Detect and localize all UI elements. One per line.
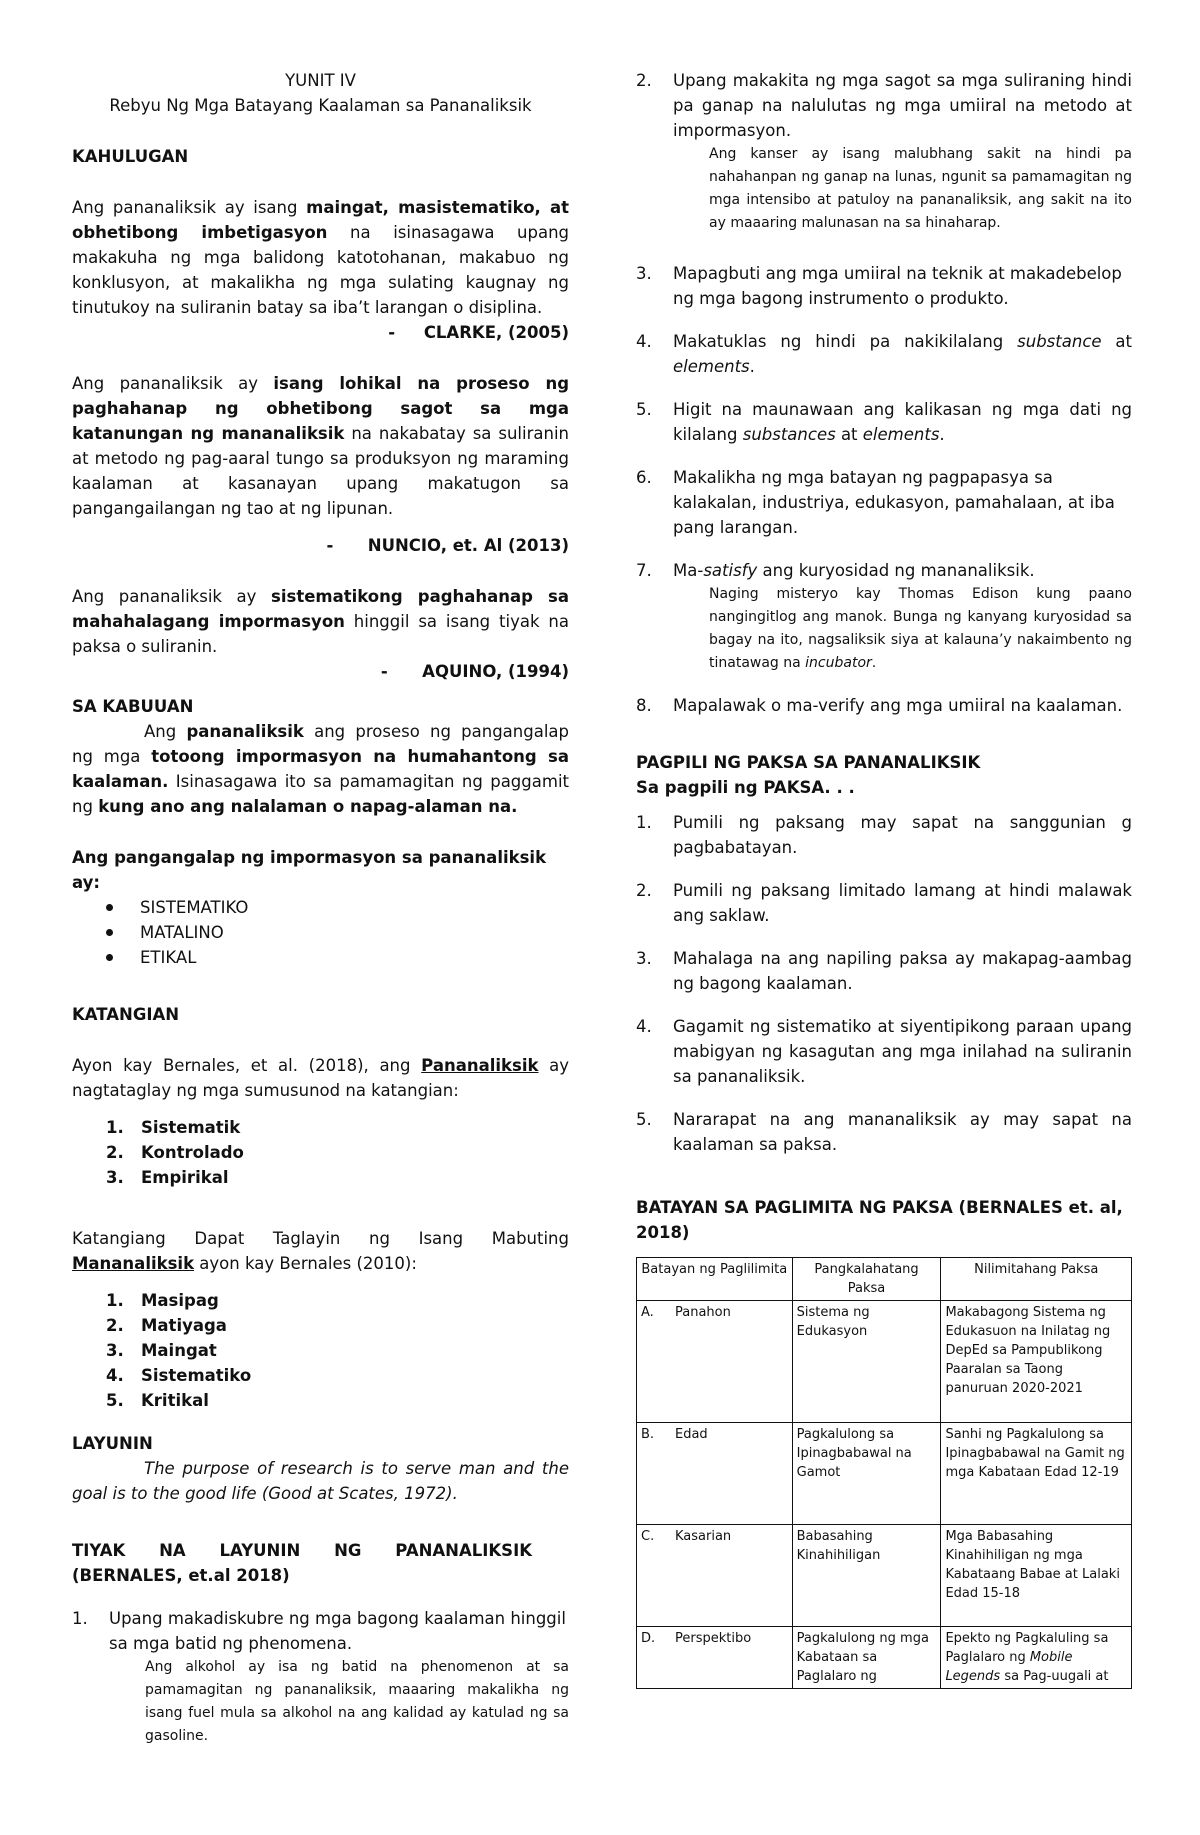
item5-d: elements — [862, 425, 940, 444]
def2-text-c: na nakabatay sa suliranin at metodo ng pag-aaral tungo sa produksyon ng maraming kaalaman at kasanayan upang makatugon sa pangangailangan ng tao at ng lipunan. — [72, 424, 569, 518]
layunin-item-3 — [636, 261, 1132, 311]
list-item — [72, 1313, 569, 1338]
list-item-text: Sistematiko — [141, 1366, 252, 1385]
unit-title: YUNIT IV — [285, 71, 356, 90]
item7-a: Ma- — [673, 561, 704, 580]
layunin-item-body — [673, 693, 1132, 718]
list-number: 1. — [636, 813, 652, 832]
list-item-text: Sistematik — [141, 1118, 241, 1137]
kahulugan-heading: KAHULUGAN — [72, 147, 189, 166]
list-number: 4. — [106, 1366, 124, 1385]
pagpili-item-text: Nararapat na ang mananaliksik ay may sapat na kaalaman sa paksa. — [673, 1110, 1132, 1154]
table-cell: Mga Babasahing Kinahihiligan ng mga Kabataang Babae at Lalaki Edad 15-18 — [941, 1525, 1132, 1627]
citation-nuncio: - NUNCIO, et. Al (2013) — [326, 536, 569, 555]
list-number: 5. — [106, 1391, 124, 1410]
list-item — [72, 1288, 569, 1313]
bullet-icon — [72, 920, 140, 945]
list-item — [72, 1388, 569, 1413]
layunin-item-5 — [636, 397, 1132, 447]
list-item — [72, 920, 569, 945]
layunin-item-body — [673, 261, 1132, 311]
def3-text-bold: sistematikong paghahanap sa mahahalagang impormasyon — [72, 587, 570, 631]
mananaliksik-a: Katangiang Dapat Taglayin ng Isang Mabuting — [72, 1229, 569, 1248]
row-limited-a: Epekto ng Pagkaluling sa Paglalaro ng — [945, 1631, 1109, 1665]
table-cell — [637, 1627, 793, 1689]
layunin-item-text: Makalikha ng mga batayan ng pagpapasya sa kalakalan, industriya, edukasyon, pamahalaan, at iba pang larangan. — [673, 468, 1115, 537]
layunin-item-text: Mapalawak o ma-verify ang mga umiiral na kaalaman. — [673, 696, 1123, 715]
table-cell: Makabagong Sistema ng Edukasuon na Inilatag ng DepEd sa Pampublikong Paaralan sa Taong panuruan 2020-2021 — [941, 1301, 1132, 1423]
pagpili-heading: PAGPILI NG PAKSA SA PANANALIKSIK — [636, 753, 981, 772]
list-item-text: SISTEMATIKO — [140, 898, 249, 917]
sa-kabuuan-paragraph — [72, 719, 569, 819]
list-item-text: Kritikal — [141, 1391, 209, 1410]
table-cell — [941, 1627, 1132, 1689]
column-header: Batayan ng Paglilimita — [637, 1258, 793, 1301]
row-basis: Perspektibo — [675, 1631, 752, 1646]
katangian-intro-a: Ayon kay Bernales, et al. (2018), ang — [72, 1056, 422, 1075]
def3-text-c: hinggil sa isang tiyak na paksa o suliranin. — [72, 612, 569, 656]
layunin-item-8 — [636, 693, 1132, 718]
layunin-heading: LAYUNIN — [72, 1434, 153, 1453]
item7-b: satisfy — [703, 561, 758, 580]
layunin-item-body — [673, 68, 1132, 235]
kabuuan-t3: ang proseso ng pangangalap ng mga — [72, 722, 569, 766]
kabuuan-t1: Ang — [144, 722, 187, 741]
table-header-row — [637, 1258, 1132, 1301]
citation-clarke: - CLARKE, (2005) — [388, 323, 569, 342]
pagpili-item-2 — [636, 878, 1132, 928]
bullet-icon — [72, 945, 140, 970]
item7-example-b: incubator — [805, 655, 872, 671]
tiyak-layunin-heading: TIYAK NA LAYUNIN NG PANANALIKSIK — [72, 1541, 532, 1560]
list-number: 8. — [636, 696, 652, 715]
table-row — [637, 1423, 1132, 1525]
pagpili-item-4 — [636, 1014, 1132, 1089]
list-item-text: MATALINO — [140, 923, 224, 942]
pagpili-item-text: Gagamit ng sistematiko at siyentipikong paraan upang mabigyan ng kasagutan ang mga inilahad na suliranin sa pananaliksik. — [673, 1017, 1132, 1086]
katangian-intro-b: Pananaliksik — [421, 1056, 539, 1075]
list-number: 3. — [636, 264, 652, 283]
row-limited-b: Mobile Legends — [945, 1650, 1073, 1684]
table-cell: Sanhi ng Pagkalulong sa Ipinagbabawal na Gamit ng mga Kabataan Edad 12-19 — [941, 1423, 1132, 1525]
list-number: 5. — [636, 400, 652, 419]
list-item-text: Kontrolado — [141, 1143, 244, 1162]
layunin-item-text — [673, 329, 1132, 379]
document-subtitle: Rebyu Ng Mga Batayang Kaalaman sa Pananaliksik — [109, 96, 532, 115]
row-letter: C. — [641, 1529, 655, 1544]
list-item — [72, 1140, 569, 1165]
table-cell: Sistema ng Edukasyon — [792, 1301, 941, 1423]
layunin-item-body — [673, 558, 1132, 675]
list-number: 3. — [636, 949, 652, 968]
list-item — [72, 1165, 569, 1190]
table-cell — [637, 1525, 793, 1627]
table-row — [637, 1301, 1132, 1423]
list-number: 2. — [106, 1316, 124, 1335]
list-number: 1. — [106, 1118, 124, 1137]
list-item — [72, 1115, 569, 1140]
citation-clarke-text: CLARKE, (2005) — [423, 323, 569, 342]
pagpili-item-text: Pumili ng paksang limitado lamang at hindi malawak ang saklaw. — [673, 881, 1132, 925]
def2-text-bold: isang lohikal na proseso ng paghahanap ng obhetibong sagot sa mga katanungan ng mananaliksik — [72, 374, 569, 443]
citation-nuncio-text: NUNCIO, et. Al (2013) — [367, 536, 569, 555]
table-cell: Babasahing Kinahihiligan — [792, 1525, 941, 1627]
list-item-text: Matiyaga — [141, 1316, 227, 1335]
traits-list — [72, 1288, 569, 1413]
layunin-item-body — [673, 397, 1132, 447]
left-column — [72, 68, 569, 1748]
pagpili-subheading: Sa pagpili ng PAKSA. . . — [636, 778, 855, 797]
layunin-example: Ang alkohol ay isa ng batid na phenomenon at sa pamamagitan ng pananaliksik, maaaring makalikha ng isang fuel mula sa alkohol na ang kalidad ay katulad ng sa gasoline. — [145, 1659, 569, 1744]
layunin-item-6 — [636, 465, 1132, 540]
item5-c: at — [835, 425, 863, 444]
citation-aquino: - AQUINO, (1994) — [380, 662, 569, 681]
row-basis: Panahon — [675, 1305, 731, 1320]
katangian-intro — [72, 1053, 569, 1103]
list-number: 2. — [106, 1143, 124, 1162]
layunin-item-text: Upang makakita ng mga sagot sa mga suliraning hindi pa ganap na nalulutas ng mga umiiral na metodo at impormasyon. — [673, 71, 1132, 140]
definition-3 — [72, 584, 569, 659]
table-cell — [637, 1301, 793, 1423]
item4-a: Makatuklas ng hindi pa nakikilalang — [673, 332, 1018, 351]
item5-e: . — [939, 425, 945, 444]
table-row — [637, 1627, 1132, 1689]
mananaliksik-b: Mananaliksik — [72, 1254, 195, 1273]
layunin-item-body — [109, 1606, 569, 1748]
list-number: 4. — [636, 332, 652, 351]
list-number: 1. — [106, 1291, 124, 1310]
list-number: 5. — [636, 1110, 652, 1129]
list-item — [72, 1363, 569, 1388]
layunin-item-text — [673, 397, 1132, 447]
def1-text-bold: maingat, masistematiko, at obhetibong imbetigasyon — [72, 198, 569, 242]
sa-kabuuan-heading: SA KABUUAN — [72, 697, 194, 716]
list-item — [72, 945, 569, 970]
layunin-item-text: Upang makadiskubre ng mga bagong kaalaman hinggil sa mga batid ng phenomena. — [109, 1609, 566, 1653]
row-limited-c: sa Pag-uugali at — [1000, 1669, 1109, 1684]
table-row — [637, 1525, 1132, 1627]
katangian-list — [72, 1115, 569, 1190]
list-item-text: ETIKAL — [140, 948, 197, 967]
item4-e: . — [749, 357, 755, 376]
item5-b: substances — [742, 425, 836, 444]
layunin-item-1 — [72, 1606, 569, 1748]
list-item-text: Empirikal — [141, 1168, 229, 1187]
pagpili-item-5 — [636, 1107, 1132, 1157]
kabuuan-t5: Isinasagawa ito sa pamamagitan ng paggamit ng — [72, 772, 569, 816]
pagpili-item-text: Pumili ng paksang may sapat na sanggunian g pagbabatayan. — [673, 813, 1132, 857]
kabuuan-t6: kung ano ang nalalaman o napag-alaman na. — [98, 797, 518, 816]
layunin-example: Ang kanser ay isang malubhang sakit na hindi pa nahahanpan ng ganap na lunas, ngunit sa pamamagitan ng mga intensibo at patuloy na pananaliksik, ang sakit na ito ay maaaring malunasan na sa hinaharap. — [709, 146, 1132, 231]
pangangalap-list — [72, 895, 569, 970]
item7-example-a: Naging misteryo kay Thomas Edison kung paano nangingitlog ang manok. Bunga ng kanyang kuryosidad sa bagay na ito, nagsaliksik siya at kalauna’y nakaimbento ng tinatawag na — [709, 586, 1132, 671]
pangangalap-lead: Ang pangangalap ng impormasyon sa pananaliksik ay: — [72, 848, 547, 892]
list-item — [72, 895, 569, 920]
list-number: 2. — [636, 71, 652, 90]
row-letter: A. — [641, 1305, 654, 1320]
katangian-intro-c: ay nagtataglay ng mga sumusunod na katangian: — [72, 1056, 570, 1100]
layunin-example — [709, 583, 1132, 675]
table-cell: Pagkalulong ng mga Kabataan sa Paglalaro ng — [792, 1627, 941, 1689]
list-number: 2. — [636, 881, 652, 900]
layunin-quote: The purpose of research is to serve man and the goal is to the good life (Good at Scates, 1972). — [72, 1459, 569, 1503]
def3-text-a: Ang pananaliksik ay — [72, 587, 272, 606]
kabuuan-t4: totoong impormasyon na humahantong sa kaalaman. — [72, 747, 569, 791]
table-cell — [637, 1423, 793, 1525]
column-header: Nilimitahang Paksa — [941, 1258, 1132, 1301]
layunin-item-body — [673, 329, 1132, 379]
katangian-heading: KATANGIAN — [72, 1005, 180, 1024]
layunin-item-2 — [636, 68, 1132, 235]
layunin-item-7 — [636, 558, 1132, 675]
list-item-text: Maingat — [141, 1341, 217, 1360]
column-header: Pangkalahatang Paksa — [792, 1258, 941, 1301]
layunin-item-text — [673, 558, 1132, 583]
item5-a: Higit na maunawaan ang kalikasan ng mga dati ng kilalang — [673, 400, 1132, 444]
item4-c: at — [1101, 332, 1133, 351]
list-item — [72, 1338, 569, 1363]
tiyak-layunin-source: (BERNALES, et.al 2018) — [72, 1566, 290, 1585]
item4-d: elements — [673, 357, 750, 376]
definition-1 — [72, 195, 569, 320]
batayan-table — [636, 1257, 1132, 1689]
def1-text-c: na isinasagawa upang makakuha ng mga balidong katotohanan, makabuo ng konklusyon, at makalikha ng mga sulating kaugnay ng tinutukoy na suliranin batay sa iba’t larangan o disiplina. — [72, 223, 570, 317]
item7-c: ang kuryosidad ng mananaliksik. — [757, 561, 1035, 580]
list-number: 4. — [636, 1017, 652, 1036]
row-basis: Edad — [675, 1427, 708, 1442]
layunin-item-body — [673, 465, 1132, 540]
def2-text-a: Ang pananaliksik ay — [72, 374, 274, 393]
list-number: 6. — [636, 468, 652, 487]
list-number: 7. — [636, 561, 652, 580]
row-basis: Kasarian — [675, 1529, 732, 1544]
layunin-item-4 — [636, 329, 1132, 379]
kabuuan-t2: pananaliksik — [186, 722, 304, 741]
right-column — [636, 68, 1132, 1689]
list-item-text: Masipag — [141, 1291, 219, 1310]
item7-example-c: . — [871, 655, 877, 671]
pagpili-item-1 — [636, 810, 1132, 860]
mananaliksik-c: ayon kay Bernales (2010): — [194, 1254, 417, 1273]
item4-b: substance — [1017, 332, 1102, 351]
citation-aquino-text: AQUINO, (1994) — [422, 662, 569, 681]
pagpili-item-3 — [636, 946, 1132, 996]
table-cell: Pagkalulong sa Ipinagbabawal na Gamot — [792, 1423, 941, 1525]
pagpili-item-text: Mahalaga na ang napiling paksa ay makapag-aambag ng bagong kaalaman. — [673, 949, 1132, 993]
row-letter: B. — [641, 1427, 655, 1442]
layunin-item-text: Mapagbuti ang mga umiiral na teknik at makadebelop ng mga bagong instrumento o produkto. — [673, 264, 1122, 308]
def1-text-a: Ang pananaliksik ay isang — [72, 198, 307, 217]
mananaliksik-intro — [72, 1226, 569, 1276]
bullet-icon — [72, 895, 140, 920]
list-number: 1. — [72, 1609, 88, 1628]
row-letter: D. — [641, 1631, 656, 1646]
batayan-heading: BATAYAN SA PAGLIMITA NG PAKSA (BERNALES et. al, 2018) — [636, 1198, 1123, 1242]
list-number: 3. — [106, 1341, 124, 1360]
definition-2 — [72, 371, 569, 521]
list-number: 3. — [106, 1168, 124, 1187]
